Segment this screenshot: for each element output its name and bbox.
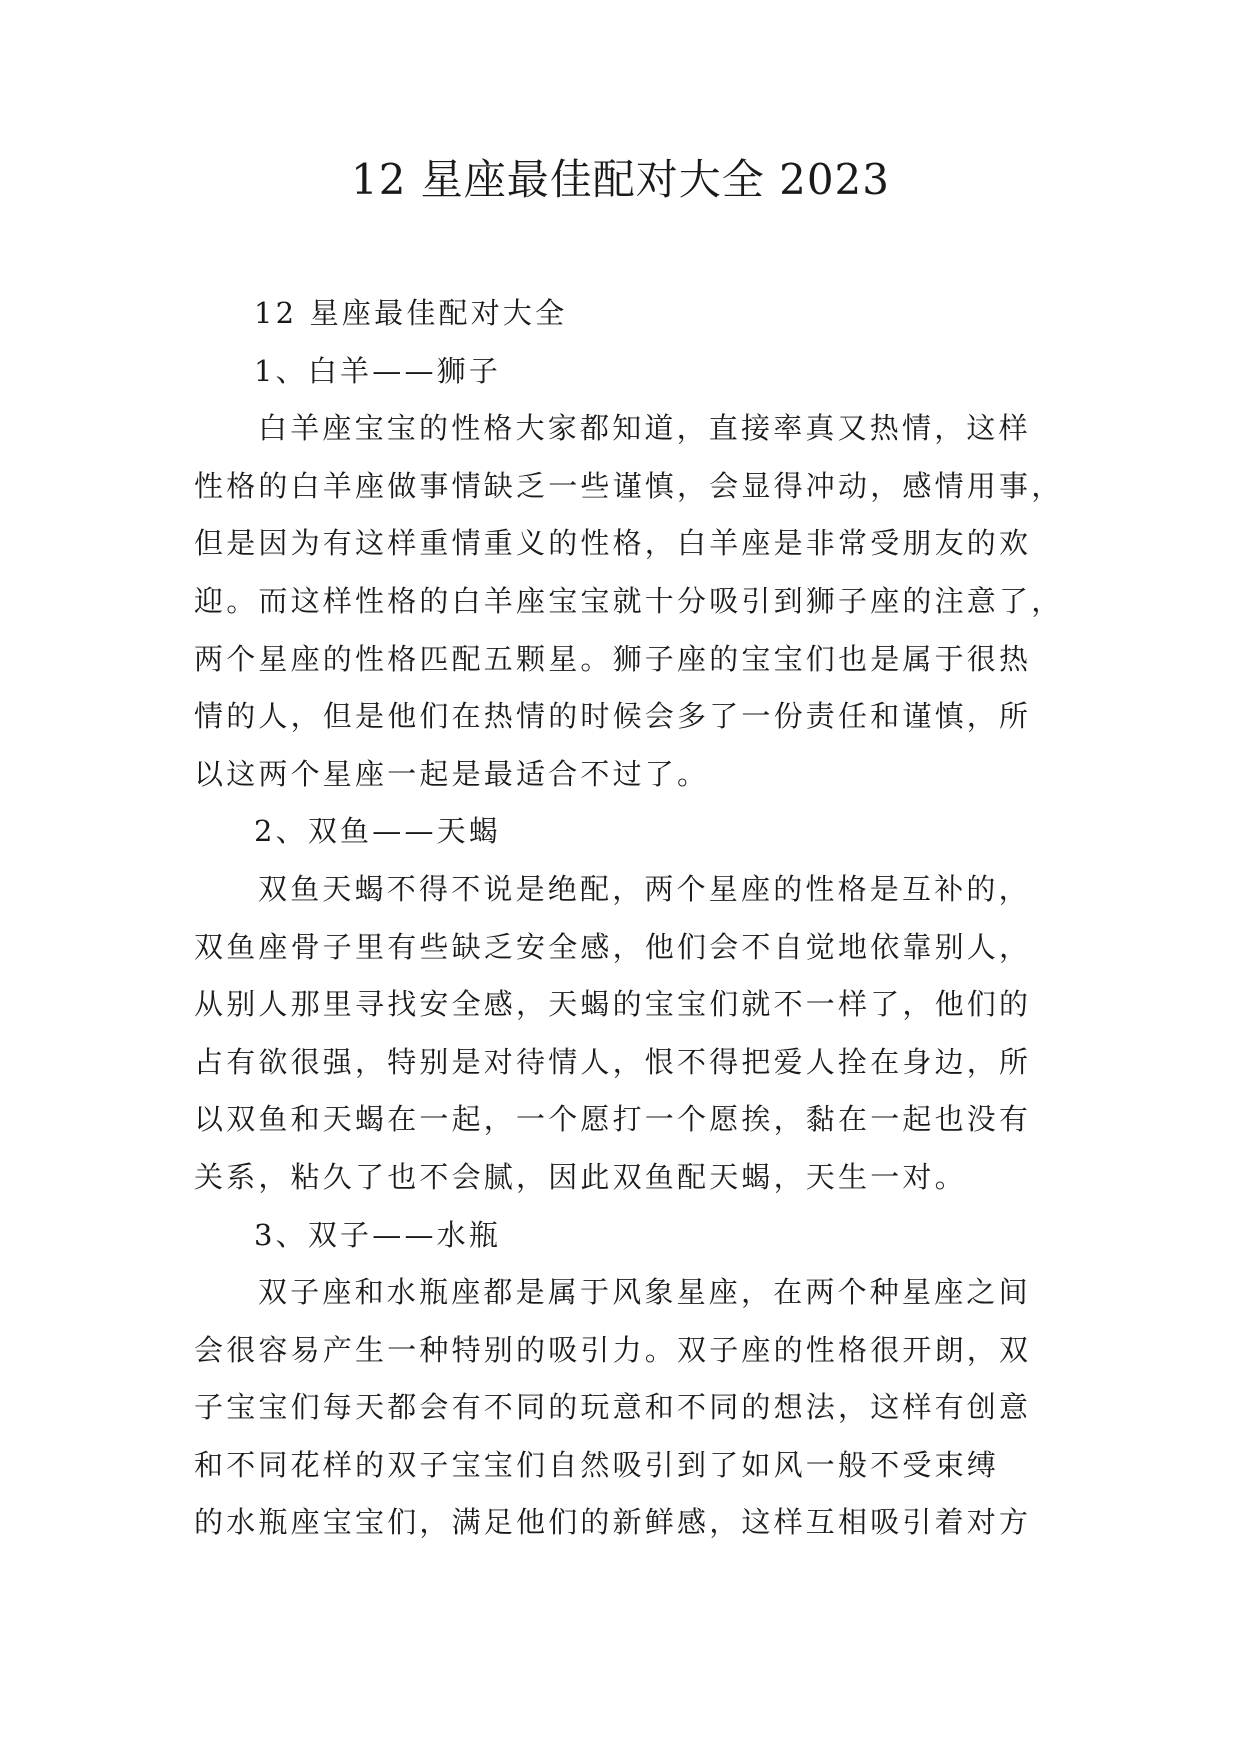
paragraph-line: 双子座和水瓶座都是属于风象星座，在两个种星座之间: [258, 1275, 1031, 1310]
document-title: 12 星座最佳配对大全 2023: [350, 155, 891, 204]
paragraph-line: 子宝宝们每天都会有不同的玩意和不同的想法，这样有创意: [194, 1390, 1032, 1425]
paragraph-line: 性格的白羊座做事情缺乏一些谨慎，会显得冲动，感情用事，: [194, 468, 1064, 503]
document-body: [194, 285, 1064, 1552]
paragraph-line: 两个星座的性格匹配五颗星。狮子座的宝宝们也是属于很热: [194, 641, 1032, 676]
paragraph-line: 以这两个星座一起是最适合不过了。: [194, 756, 710, 791]
paragraph-line: 但是因为有这样重情重义的性格，白羊座是非常受朋友的欢: [194, 526, 1032, 561]
paragraph-line: 占有欲很强，特别是对待情人，恨不得把爱人拴在身边，所: [194, 1044, 1032, 1079]
paragraph-line: 从别人那里寻找安全感，天蝎的宝宝们就不一样了，他们的: [194, 987, 1032, 1022]
paragraph-line: 双鱼天蝎不得不说是绝配，两个星座的性格是互补的，: [258, 871, 1031, 906]
paragraph-line: 迎。而这样性格的白羊座宝宝就十分吸引到狮子座的注意了，: [194, 583, 1064, 618]
section-heading: 2、双鱼——天蝎: [254, 814, 502, 849]
section-heading: 12 星座最佳配对大全: [254, 296, 568, 330]
section-heading: 1、白羊——狮子: [254, 353, 502, 388]
paragraph-line: 以双鱼和天蝎在一起，一个愿打一个愿挨，黏在一起也没有: [194, 1102, 1032, 1137]
paragraph-line: 关系，粘久了也不会腻，因此双鱼配天蝎，天生一对。: [194, 1159, 967, 1194]
paragraph-line: 双鱼座骨子里有些缺乏安全感，他们会不自觉地依靠别人，: [194, 929, 1032, 964]
paragraph-line: 的水瓶座宝宝们，满足他们的新鲜感，这样互相吸引着对方: [194, 1505, 1032, 1540]
paragraph-line: 和不同花样的双子宝宝们自然吸引到了如风一般不受束缚: [194, 1447, 1000, 1482]
paragraph-line: 白羊座宝宝的性格大家都知道，直接率真又热情，这样: [258, 411, 1031, 446]
paragraph-line: 情的人，但是他们在热情的时候会多了一份责任和谨慎，所: [194, 699, 1032, 734]
section-heading: 3、双子——水瓶: [254, 1217, 502, 1252]
paragraph-line: 会很容易产生一种特别的吸引力。双子座的性格很开朗，双: [194, 1332, 1032, 1367]
